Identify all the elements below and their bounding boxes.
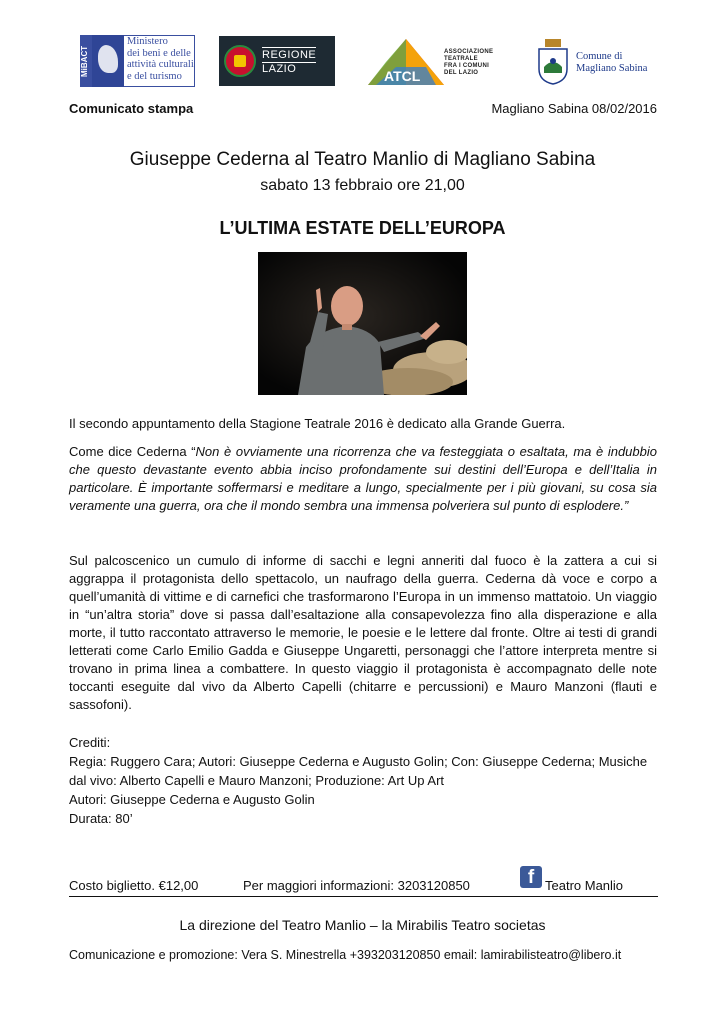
paragraph-intro: Il secondo appuntamento della Stagione Teatrale 2016 è dedicato alla Grande Guerra. (69, 416, 566, 431)
svg-text:ATCL: ATCL (384, 68, 421, 84)
mibact-emblem (92, 35, 124, 87)
press-label: Comunicato stampa (69, 101, 194, 116)
lazio-seal-icon (224, 45, 256, 77)
comune-shield-icon (536, 39, 570, 85)
divider (69, 896, 658, 897)
atcl-triangle-icon (366, 37, 446, 87)
info-row (69, 862, 657, 898)
performer-photo (258, 252, 467, 395)
event-date: sabato 13 febbraio ore 21,00 (260, 177, 465, 194)
atcl-logo: ATCL ASSOCIAZIONE TEATRALE FRA I COMUNI DEL LAZIO (366, 37, 506, 87)
cederna-quote: Non è ovviamente una ricorrenza che va festeggiata o esaltata, ma è indubbio che questo devastante evento abbia inciso profondamente sui destini dell’Europa e dell’Italia in particolare. È importante soffermarsi e meditare a lungo, specialmente per i più giovani, su cosa sia veramente una guerra, ora che il mondo sembra una immensa polveriera sul punto di esplodere.” (69, 444, 657, 513)
mibact-text: Ministero dei beni e delle attività culturali e del turismo (124, 35, 195, 87)
footer-direction: La direzione del Teatro Manlio – la Mirabilis Teatro societas (179, 917, 546, 933)
logo-bar (0, 33, 725, 93)
headline: Giuseppe Cederna al Teatro Manlio di Magliano Sabina (129, 149, 596, 170)
info-phone: Per maggiori informazioni: 3203120850 (243, 878, 470, 893)
credits-line: Regia: Ruggero Cara; Autori: Giuseppe Cederna e Augusto Golin; Con: Giuseppe Cederna; Musiche dal vivo: Alberto Capelli e Mauro Manzoni; Produzione: Art Up Art (69, 754, 648, 788)
credits-block (69, 733, 657, 828)
paragraph-description: Sul palcoscenico un cumulo di informe di sacchi e legni anneriti dal fuoco è la zattera a cui si aggrappa il protagonista dello spettacolo, un naufrago della guerra. Cederna dà voce e corpo a quell’umanità di vittime e di carnefici che trasformarono l’Europa in un immenso mattatoio. Un viaggio in “un’altra storia” dove si passa dall’esaltazione alla consapevolezza fino alla disperazione e alla morte, il tutto raccontato attraverso le memorie, le poesie e le lettere dal fronte. Oltre ai testi di grandi letterati come Carlo Emilio Gadda e Giuseppe Ungaretti, personaggi che l’attore interpreta mentre si trovano in prima linea a combattere. In questo viaggio il protagonista è accompagnato delle note toccanti eseguite dal vivo da Alberto Capelli (chitarre e percussioni) e Mauro Manzoni (flauti e sassofoni). (69, 553, 657, 712)
facebook-page-name[interactable]: Teatro Manlio (545, 878, 624, 893)
ticket-cost: Costo biglietto. €12,00 (69, 878, 199, 893)
mibact-bar: MiBACT (80, 35, 92, 87)
press-place-date: Magliano Sabina 08/02/2016 (491, 101, 657, 116)
footer-contact: Comunicazione e promozione: Vera S. Minestrella +393203120850 email: lamirabilisteatro@libero.it (69, 948, 622, 962)
paragraph-quote: Come dice Cederna “Non è ovviamente una ricorrenza che va festeggiata o esaltata, ma è indubbio che questo devastante evento abbia inciso profondamente sui destini dell’Europa e dell’Italia in particolare. È importante soffermarsi e meditare a lungo, specialmente per i più giovani, su cosa sia veramente una guerra, ora che il mondo sembra una immensa polveriera sul punto di esplodere.” (69, 444, 657, 513)
comune-magliano-logo: Comune di Magliano Sabina (536, 35, 656, 89)
facebook-icon[interactable]: f (520, 866, 542, 888)
show-title: L’ULTIMA ESTATE DELL’EUROPA (219, 218, 506, 238)
regione-lazio-logo: REGIONE LAZIO (219, 36, 335, 86)
credits-duration: Durata: 80’ (69, 811, 133, 826)
credits-heading: Crediti: (69, 735, 111, 750)
credits-authors: Autori: Giuseppe Cederna e Augusto Golin (69, 792, 315, 807)
mibact-logo (80, 35, 218, 87)
